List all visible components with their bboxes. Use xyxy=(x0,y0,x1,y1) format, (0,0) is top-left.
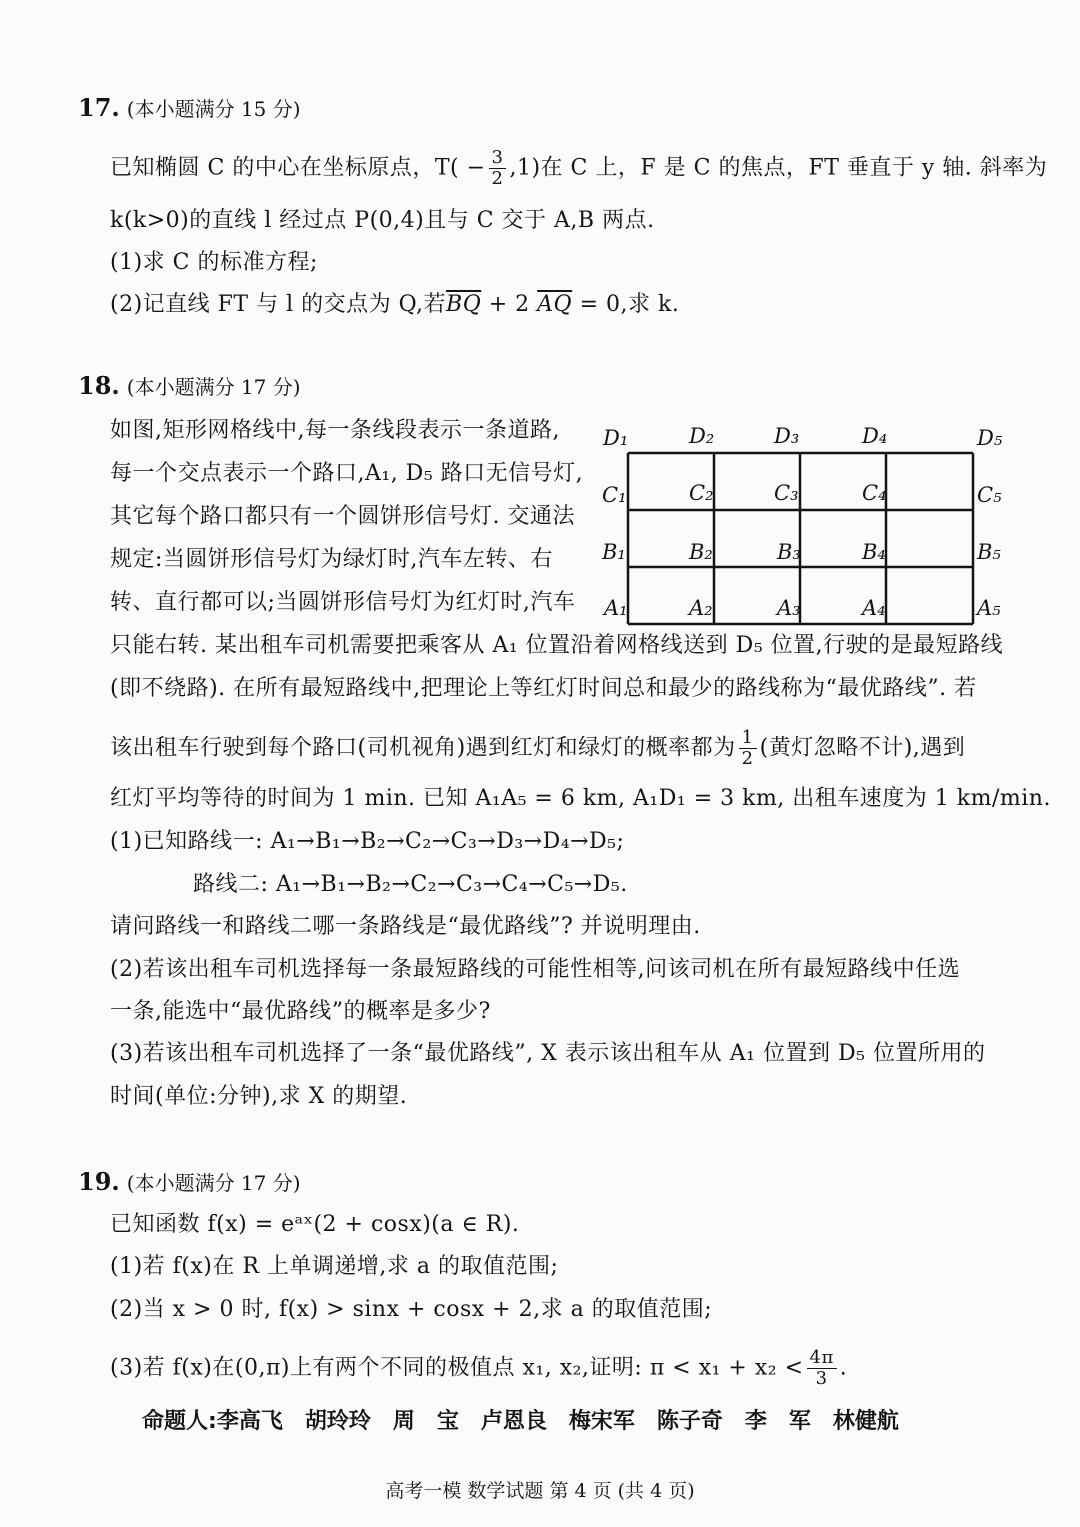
q19-number: 19. xyxy=(78,1167,120,1196)
label-c2: C₂ xyxy=(689,481,714,505)
q19-part2: (2)当 x > 0 时, f(x) > sinx + cosx + 2,求 a 的取值范围; xyxy=(110,1297,713,1322)
author-name: 卢恩良 xyxy=(480,1409,547,1434)
label-b3: B₃ xyxy=(777,540,801,564)
grid-lines xyxy=(596,420,1016,630)
q18-part1-route1: (1)已知路线一: A₁→B₁→B₂→C₂→C₃→D₃→D₄→D₅; xyxy=(110,829,625,854)
label-a4: A₄ xyxy=(862,596,886,620)
label-a5: A₅ xyxy=(977,596,1001,620)
q18-line9: 红灯平均等待的时间为 1 min. 已知 A₁A₅ = 6 km, A₁D₁ = 3 km, 出租车速度为 1 km/min. xyxy=(110,786,1051,811)
q18-wrap5: 转、直行都可以;当圆饼形信号灯为红灯时,汽车 xyxy=(110,590,576,615)
q18-wrap3: 其它每个路口都只有一个圆饼形信号灯. 交通法 xyxy=(110,504,575,529)
label-c5: C₅ xyxy=(977,483,1002,507)
vector-bq: $\overline{BQ}$ xyxy=(446,292,482,317)
q17-fraction: $\frac{3}{2}$ xyxy=(489,148,507,189)
label-d1: D₁ xyxy=(603,426,629,450)
author-name: 梅宋军 xyxy=(568,1409,635,1434)
author-name: 李高飞 xyxy=(216,1409,283,1434)
label-d2: D₂ xyxy=(689,424,715,448)
q19-fraction: $\frac{4\pi}{3}$ xyxy=(807,1348,837,1389)
label-c4: C₄ xyxy=(862,481,887,505)
q19-header xyxy=(78,1167,301,1199)
q18-part1-route2: 路线二: A₁→B₁→B₂→C₂→C₃→C₄→C₅→D₅. xyxy=(193,872,628,897)
q17-line1: 已知椭圆 C 的中心在坐标原点，T( − $\frac{3}{2}$ ,1)在 C 上，F 是 C 的焦点，FT 垂直于 y 轴. 斜率为 xyxy=(110,147,1048,189)
authors-label: 命题人: xyxy=(142,1409,217,1434)
q19-part3: (3)若 f(x)在(0,π)上有两个不同的极值点 x₁, x₂,证明: π < x₁ + x₂ < $\frac{4\pi}{3}$ . xyxy=(110,1347,848,1389)
q18-wrap2: 每一个交点表示一个路口,A₁, D₅ 路口无信号灯, xyxy=(110,461,584,486)
q17-header xyxy=(78,93,301,125)
q18-line6: 只能右转. 某出租车司机需要把乘客从 A₁ 位置沿着网格线送到 D₅ 位置,行驶的是最短路线 xyxy=(110,633,1004,658)
q19-line1: 已知函数 f(x) = eᵃˣ(2 + cosx)(a ∈ R). xyxy=(110,1212,520,1237)
q18-header xyxy=(78,371,301,403)
q18-part1-question: 请问路线一和路线二哪一条路线是“最优路线”? 并说明理由. xyxy=(110,914,701,939)
label-b4: B₄ xyxy=(862,540,886,564)
author-name: 林健航 xyxy=(832,1409,899,1434)
page-footer: 高考一模 数学试题 第 4 页 (共 4 页) xyxy=(385,1480,695,1502)
q18-part3-line2: 时间(单位:分钟),求 X 的期望. xyxy=(110,1084,408,1109)
label-d3: D₃ xyxy=(774,424,800,448)
label-b5: B₅ xyxy=(977,540,1001,564)
authors-line xyxy=(142,1404,921,1435)
road-grid-figure xyxy=(596,420,1016,630)
label-a1: A₁ xyxy=(604,596,628,620)
q17-part2: (2)记直线 FT 与 l 的交点为 Q,若$\overline{BQ} + 2$ $\overline{AQ} = 0$,求 k. xyxy=(110,292,680,317)
q18-wrap4: 规定:当圆饼形信号灯为绿灯时,汽车左转、右 xyxy=(110,547,553,572)
q18-wrap1: 如图,矩形网格线中,每一条线段表示一条道路, xyxy=(110,418,560,443)
label-c1: C₁ xyxy=(602,483,627,507)
q18-part2-line1: (2)若该出租车司机选择每一条最短路线的可能性相等,问该司机在所有最短路线中任选 xyxy=(110,957,961,982)
q17-points: (本小题满分 15 分) xyxy=(126,97,301,121)
q17-number: 17. xyxy=(78,93,120,122)
label-d5: D₅ xyxy=(977,426,1003,450)
label-b1: B₁ xyxy=(602,540,626,564)
label-a2: A₂ xyxy=(689,596,713,620)
author-name: 周 宝 xyxy=(392,1409,459,1434)
q18-line8: 该出租车行驶到每个路口(司机视角)遇到红灯和绿灯的概率都为 $\frac{1}{2}$ (黄灯忽略不计),遇到 xyxy=(110,727,966,769)
label-d4: D₄ xyxy=(862,424,888,448)
q18-number: 18. xyxy=(78,371,120,400)
q18-points: (本小题满分 17 分) xyxy=(126,375,301,399)
q19-part1: (1)若 f(x)在 R 上单调递增,求 a 的取值范围; xyxy=(110,1254,559,1279)
q18-fraction: $\frac{1}{2}$ xyxy=(739,728,757,769)
author-name: 胡玲玲 xyxy=(304,1409,371,1434)
label-a3: A₃ xyxy=(777,596,801,620)
q18-part3-line1: (3)若该出租车司机选择了一条“最优路线”, X 表示该出租车从 A₁ 位置到 D₅ 位置所用的 xyxy=(110,1041,986,1066)
author-name: 李 军 xyxy=(744,1409,811,1434)
label-b2: B₂ xyxy=(689,540,713,564)
q19-points: (本小题满分 17 分) xyxy=(126,1171,301,1195)
q17-line2: k(k>0)的直线 l 经过点 P(0,4)且与 C 交于 A,B 两点. xyxy=(110,208,655,233)
label-c3: C₃ xyxy=(774,481,799,505)
q18-line7: (即不绕路). 在所有最短路线中,把理论上等红灯时间总和最少的路线称为“最优路线”. 若 xyxy=(110,676,977,701)
q18-part2-line2: 一条,能选中“最优路线”的概率是多少? xyxy=(110,999,491,1024)
q17-part1: (1)求 C 的标准方程; xyxy=(110,250,318,275)
author-name: 陈子奇 xyxy=(656,1409,723,1434)
vector-aq: $\overline{AQ}$ xyxy=(537,292,573,317)
